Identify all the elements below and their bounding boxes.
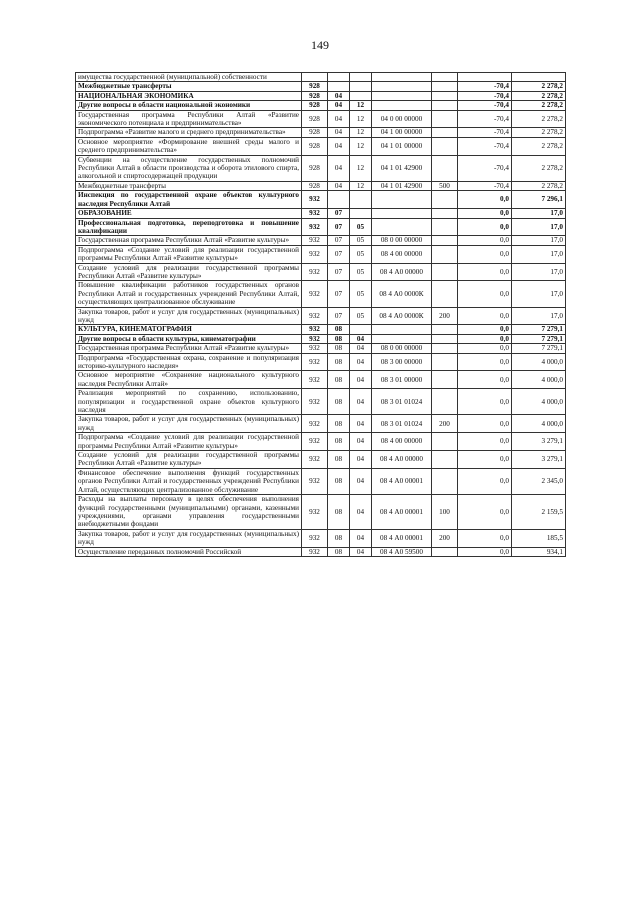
row-name-cell: НАЦИОНАЛЬНАЯ ЭКОНОМИКА — [76, 91, 302, 100]
table-row — [76, 281, 566, 307]
row-subsection-cell — [350, 209, 372, 218]
row-expense-type-cell — [432, 468, 458, 494]
row-expense-type-cell — [432, 101, 458, 110]
row-target-article-cell — [372, 191, 432, 209]
budget-table — [75, 72, 566, 557]
row-change-cell: 0,0 — [458, 415, 512, 433]
row-section-cell — [328, 73, 350, 82]
row-expense-type-cell — [432, 263, 458, 281]
row-ved-cell: 928 — [302, 101, 328, 110]
row-total-cell: 2 278,2 — [512, 110, 566, 128]
row-subsection-cell: 04 — [350, 451, 372, 469]
row-expense-type-cell — [432, 218, 458, 236]
row-expense-type-cell — [432, 191, 458, 209]
row-total-cell: 2 278,2 — [512, 137, 566, 155]
row-subsection-cell: 04 — [350, 389, 372, 415]
table-row — [76, 73, 566, 82]
row-target-article-cell: 04 1 01 00000 — [372, 137, 432, 155]
row-ved-cell: 932 — [302, 529, 328, 547]
row-section-cell: 08 — [328, 353, 350, 371]
table-row — [76, 334, 566, 343]
row-subsection-cell — [350, 191, 372, 209]
row-subsection-cell: 05 — [350, 281, 372, 307]
row-expense-type-cell — [432, 353, 458, 371]
table-row — [76, 307, 566, 325]
row-target-article-cell: 08 4 А0 0000К — [372, 281, 432, 307]
row-target-article-cell: 08 0 00 00000 — [372, 236, 432, 245]
row-name-cell: Осуществление переданных полномочий Российской — [76, 547, 302, 556]
row-section-cell: 08 — [328, 468, 350, 494]
row-ved-cell: 928 — [302, 128, 328, 137]
row-section-cell: 07 — [328, 263, 350, 281]
row-target-article-cell: 08 4 А0 00000 — [372, 263, 432, 281]
table-row — [76, 389, 566, 415]
row-target-article-cell — [372, 82, 432, 91]
row-ved-cell: 928 — [302, 181, 328, 190]
row-target-article-cell — [372, 218, 432, 236]
row-name-cell: имущества государственной (муниципальной) собственности — [76, 73, 302, 82]
row-subsection-cell: 04 — [350, 468, 372, 494]
row-change-cell: 0,0 — [458, 433, 512, 451]
table-row — [76, 91, 566, 100]
row-expense-type-cell — [432, 371, 458, 389]
row-total-cell: 185,5 — [512, 529, 566, 547]
row-name-cell: Основное мероприятие «Формирование внешней среды малого и среднего предпринимательства» — [76, 137, 302, 155]
row-target-article-cell — [372, 209, 432, 218]
row-section-cell: 04 — [328, 101, 350, 110]
row-name-cell: Финансовое обеспечение выполнения функций государственных органов Республики Алтай и государственных учреждений Республики Алтай, осуществляющих централизованное обслуживание — [76, 468, 302, 494]
row-ved-cell: 932 — [302, 325, 328, 334]
row-total-cell: 2 278,2 — [512, 155, 566, 181]
row-total-cell: 17,0 — [512, 245, 566, 263]
row-total-cell — [512, 73, 566, 82]
row-subsection-cell: 12 — [350, 128, 372, 137]
row-name-cell: Подпрограмма «Развитие малого и среднего предпринимательства» — [76, 128, 302, 137]
row-section-cell: 07 — [328, 209, 350, 218]
row-total-cell: 7 279,1 — [512, 344, 566, 353]
row-section-cell: 07 — [328, 307, 350, 325]
row-ved-cell: 932 — [302, 236, 328, 245]
row-target-article-cell — [372, 91, 432, 100]
table-row — [76, 325, 566, 334]
row-name-cell: Межбюджетные трансферты — [76, 181, 302, 190]
row-change-cell: -70,4 — [458, 91, 512, 100]
row-total-cell: 3 279,1 — [512, 433, 566, 451]
row-ved-cell: 932 — [302, 344, 328, 353]
row-ved-cell: 928 — [302, 137, 328, 155]
row-change-cell: 0,0 — [458, 191, 512, 209]
row-name-cell: Другие вопросы в области национальной экономики — [76, 101, 302, 110]
row-section-cell: 08 — [328, 344, 350, 353]
table-row — [76, 218, 566, 236]
row-ved-cell — [302, 73, 328, 82]
table-row — [76, 245, 566, 263]
row-expense-type-cell — [432, 128, 458, 137]
row-change-cell: 0,0 — [458, 209, 512, 218]
table-row — [76, 547, 566, 556]
row-target-article-cell: 08 4 00 00000 — [372, 433, 432, 451]
row-ved-cell: 932 — [302, 353, 328, 371]
row-target-article-cell: 08 4 А0 0000К — [372, 307, 432, 325]
row-target-article-cell: 08 4 А0 00001 — [372, 495, 432, 530]
row-section-cell: 04 — [328, 137, 350, 155]
row-change-cell: 0,0 — [458, 281, 512, 307]
row-section-cell: 04 — [328, 91, 350, 100]
row-name-cell: Повышение квалификации работников государственных органов Республики Алтай и государственных учреждений Республики Алтай, осуществляющих централизованное обслуживание — [76, 281, 302, 307]
row-change-cell: 0,0 — [458, 263, 512, 281]
row-subsection-cell: 12 — [350, 110, 372, 128]
row-total-cell: 7 296,1 — [512, 191, 566, 209]
row-change-cell: 0,0 — [458, 236, 512, 245]
row-total-cell: 17,0 — [512, 209, 566, 218]
row-change-cell: 0,0 — [458, 353, 512, 371]
row-name-cell: Реализация мероприятий по сохранению, использованию, популяризации и государственной охране объектов культурного наследия — [76, 389, 302, 415]
row-ved-cell: 932 — [302, 281, 328, 307]
row-change-cell: 0,0 — [458, 495, 512, 530]
row-expense-type-cell: 200 — [432, 415, 458, 433]
row-change-cell: -70,4 — [458, 82, 512, 91]
row-expense-type-cell: 200 — [432, 529, 458, 547]
row-subsection-cell: 05 — [350, 245, 372, 263]
row-expense-type-cell: 500 — [432, 181, 458, 190]
table-row — [76, 495, 566, 530]
row-ved-cell: 932 — [302, 495, 328, 530]
row-target-article-cell — [372, 101, 432, 110]
table-row — [76, 236, 566, 245]
page-number: 149 — [311, 38, 329, 52]
row-ved-cell: 932 — [302, 547, 328, 556]
row-expense-type-cell: 200 — [432, 307, 458, 325]
row-total-cell: 4 000,0 — [512, 371, 566, 389]
row-ved-cell: 928 — [302, 155, 328, 181]
row-section-cell: 07 — [328, 281, 350, 307]
table-row — [76, 451, 566, 469]
row-name-cell: Межбюджетные трансферты — [76, 82, 302, 91]
row-expense-type-cell — [432, 281, 458, 307]
row-subsection-cell: 12 — [350, 181, 372, 190]
row-change-cell: -70,4 — [458, 155, 512, 181]
row-section-cell: 08 — [328, 325, 350, 334]
row-subsection-cell: 05 — [350, 218, 372, 236]
row-total-cell: 17,0 — [512, 236, 566, 245]
row-section-cell: 08 — [328, 371, 350, 389]
table-row — [76, 191, 566, 209]
row-ved-cell: 932 — [302, 433, 328, 451]
table-row — [76, 415, 566, 433]
row-total-cell: 4 000,0 — [512, 389, 566, 415]
row-subsection-cell — [350, 82, 372, 91]
row-name-cell: Закупка товаров, работ и услуг для государственных (муниципальных) нужд — [76, 307, 302, 325]
row-change-cell: 0,0 — [458, 307, 512, 325]
row-name-cell: Другие вопросы в области культуры, кинематографии — [76, 334, 302, 343]
row-ved-cell: 928 — [302, 82, 328, 91]
row-ved-cell: 932 — [302, 468, 328, 494]
table-row — [76, 353, 566, 371]
row-total-cell: 2 278,2 — [512, 82, 566, 91]
row-section-cell: 08 — [328, 433, 350, 451]
row-name-cell: Закупка товаров, работ и услуг для государственных (муниципальных) нужд — [76, 529, 302, 547]
row-change-cell: 0,0 — [458, 529, 512, 547]
row-change-cell: 0,0 — [458, 218, 512, 236]
row-subsection-cell — [350, 325, 372, 334]
row-total-cell: 3 279,1 — [512, 451, 566, 469]
row-target-article-cell: 08 3 01 00000 — [372, 371, 432, 389]
row-ved-cell: 928 — [302, 91, 328, 100]
row-subsection-cell: 05 — [350, 263, 372, 281]
row-expense-type-cell — [432, 344, 458, 353]
row-section-cell: 08 — [328, 415, 350, 433]
row-subsection-cell: 05 — [350, 236, 372, 245]
row-section-cell: 07 — [328, 218, 350, 236]
row-subsection-cell: 04 — [350, 547, 372, 556]
table-row — [76, 101, 566, 110]
row-subsection-cell: 04 — [350, 415, 372, 433]
row-change-cell: 0,0 — [458, 468, 512, 494]
table-row — [76, 371, 566, 389]
row-name-cell: Закупка товаров, работ и услуг для государственных (муниципальных) нужд — [76, 415, 302, 433]
row-change-cell — [458, 73, 512, 82]
row-section-cell: 04 — [328, 155, 350, 181]
table-row — [76, 468, 566, 494]
row-subsection-cell: 04 — [350, 334, 372, 343]
row-total-cell: 17,0 — [512, 263, 566, 281]
row-name-cell: Подпрограмма «Создание условий для реализации государственной программы Республики Алтай «Развитие культуры» — [76, 245, 302, 263]
row-change-cell: 0,0 — [458, 389, 512, 415]
row-section-cell: 07 — [328, 245, 350, 263]
row-name-cell: Инспекция по государственной охране объектов культурного наследия Республики Алтай — [76, 191, 302, 209]
row-subsection-cell: 05 — [350, 307, 372, 325]
row-name-cell: Подпрограмма «Государственная охрана, сохранение и популяризация историко-культурного наследия» — [76, 353, 302, 371]
row-change-cell: -70,4 — [458, 101, 512, 110]
row-target-article-cell: 08 4 А0 00001 — [372, 468, 432, 494]
row-ved-cell: 932 — [302, 307, 328, 325]
row-expense-type-cell — [432, 91, 458, 100]
row-change-cell: -70,4 — [458, 137, 512, 155]
budget-table-body — [76, 73, 566, 557]
row-total-cell: 17,0 — [512, 281, 566, 307]
table-row — [76, 181, 566, 190]
row-total-cell: 2 159,5 — [512, 495, 566, 530]
row-ved-cell: 932 — [302, 389, 328, 415]
table-row — [76, 529, 566, 547]
row-target-article-cell: 04 1 01 42900 — [372, 155, 432, 181]
row-change-cell: 0,0 — [458, 451, 512, 469]
row-change-cell: 0,0 — [458, 371, 512, 389]
row-subsection-cell: 04 — [350, 344, 372, 353]
row-ved-cell: 932 — [302, 334, 328, 343]
row-change-cell: 0,0 — [458, 245, 512, 263]
row-target-article-cell: 04 1 01 42900 — [372, 181, 432, 190]
row-subsection-cell: 04 — [350, 495, 372, 530]
table-row — [76, 128, 566, 137]
row-target-article-cell: 08 4 А0 00000 — [372, 451, 432, 469]
row-subsection-cell: 04 — [350, 353, 372, 371]
row-ved-cell: 932 — [302, 191, 328, 209]
row-ved-cell: 928 — [302, 110, 328, 128]
row-expense-type-cell — [432, 110, 458, 128]
row-change-cell: -70,4 — [458, 110, 512, 128]
row-ved-cell: 932 — [302, 245, 328, 263]
row-ved-cell: 932 — [302, 415, 328, 433]
row-subsection-cell: 04 — [350, 529, 372, 547]
row-subsection-cell: 04 — [350, 433, 372, 451]
row-target-article-cell — [372, 334, 432, 343]
row-total-cell: 2 345,0 — [512, 468, 566, 494]
row-name-cell: Расходы на выплаты персоналу в целях обеспечения выполнения функций государственными (муниципальными) органами, казенными учреждениями, органами управления государственными внебюджетными фондами — [76, 495, 302, 530]
row-change-cell: 0,0 — [458, 325, 512, 334]
row-section-cell — [328, 191, 350, 209]
row-change-cell: 0,0 — [458, 334, 512, 343]
row-name-cell: Субвенции на осуществление государственных полномочий Республики Алтай в области производства и оборота этилового спирта, алкогольной и спиртосодержащей продукции — [76, 155, 302, 181]
row-total-cell: 17,0 — [512, 307, 566, 325]
row-ved-cell: 932 — [302, 451, 328, 469]
row-ved-cell: 932 — [302, 218, 328, 236]
row-total-cell: 2 278,2 — [512, 101, 566, 110]
row-name-cell: Создание условий для реализации государственной программы Республики Алтай «Развитие культуры» — [76, 263, 302, 281]
row-expense-type-cell — [432, 236, 458, 245]
row-expense-type-cell — [432, 451, 458, 469]
row-target-article-cell — [372, 325, 432, 334]
row-expense-type-cell — [432, 73, 458, 82]
row-target-article-cell: 08 4 00 00000 — [372, 245, 432, 263]
row-subsection-cell: 04 — [350, 371, 372, 389]
row-change-cell: 0,0 — [458, 344, 512, 353]
row-section-cell: 04 — [328, 181, 350, 190]
row-target-article-cell: 08 3 01 01024 — [372, 389, 432, 415]
row-section-cell: 08 — [328, 495, 350, 530]
row-total-cell: 7 279,1 — [512, 325, 566, 334]
row-target-article-cell: 08 4 А0 00001 — [372, 529, 432, 547]
table-row — [76, 433, 566, 451]
table-row — [76, 263, 566, 281]
table-row — [76, 209, 566, 218]
row-section-cell: 08 — [328, 451, 350, 469]
row-change-cell: -70,4 — [458, 128, 512, 137]
row-section-cell — [328, 82, 350, 91]
row-expense-type-cell: 100 — [432, 495, 458, 530]
table-row — [76, 110, 566, 128]
row-name-cell: Создание условий для реализации государственной программы Республики Алтай «Развитие культуры» — [76, 451, 302, 469]
row-section-cell: 07 — [328, 236, 350, 245]
row-total-cell: 17,0 — [512, 218, 566, 236]
row-subsection-cell: 12 — [350, 155, 372, 181]
row-total-cell: 934,1 — [512, 547, 566, 556]
row-expense-type-cell — [432, 209, 458, 218]
row-subsection-cell — [350, 73, 372, 82]
row-target-article-cell — [372, 73, 432, 82]
row-name-cell: Профессиональная подготовка, переподготовка и повышение квалификации — [76, 218, 302, 236]
row-target-article-cell: 08 0 00 00000 — [372, 344, 432, 353]
row-change-cell: 0,0 — [458, 547, 512, 556]
row-total-cell: 2 278,2 — [512, 128, 566, 137]
row-section-cell: 08 — [328, 547, 350, 556]
row-expense-type-cell — [432, 547, 458, 556]
row-section-cell: 08 — [328, 529, 350, 547]
row-total-cell: 4 000,0 — [512, 415, 566, 433]
row-target-article-cell: 04 0 00 00000 — [372, 110, 432, 128]
row-expense-type-cell — [432, 334, 458, 343]
row-expense-type-cell — [432, 155, 458, 181]
row-expense-type-cell — [432, 325, 458, 334]
row-expense-type-cell — [432, 245, 458, 263]
row-expense-type-cell — [432, 433, 458, 451]
row-total-cell: 7 279,1 — [512, 334, 566, 343]
row-section-cell: 08 — [328, 389, 350, 415]
row-ved-cell: 932 — [302, 209, 328, 218]
row-section-cell: 04 — [328, 110, 350, 128]
row-name-cell: Государственная программа Республики Алтай «Развитие культуры» — [76, 344, 302, 353]
row-ved-cell: 932 — [302, 371, 328, 389]
row-total-cell: 4 000,0 — [512, 353, 566, 371]
row-target-article-cell: 04 1 00 00000 — [372, 128, 432, 137]
row-expense-type-cell — [432, 389, 458, 415]
row-total-cell: 2 278,2 — [512, 91, 566, 100]
table-row — [76, 137, 566, 155]
row-name-cell: Государственная программа Республики Алтай «Развитие экономического потенциала и предпринимательства» — [76, 110, 302, 128]
row-target-article-cell: 08 3 00 00000 — [372, 353, 432, 371]
row-name-cell: Основное мероприятие «Сохранение национального культурного наследия Республики Алтай» — [76, 371, 302, 389]
row-name-cell: Государственная программа Республики Алтай «Развитие культуры» — [76, 236, 302, 245]
row-change-cell: -70,4 — [458, 181, 512, 190]
row-section-cell: 08 — [328, 334, 350, 343]
row-subsection-cell: 12 — [350, 137, 372, 155]
row-expense-type-cell — [432, 82, 458, 91]
row-expense-type-cell — [432, 137, 458, 155]
table-row — [76, 344, 566, 353]
row-name-cell: ОБРАЗОВАНИЕ — [76, 209, 302, 218]
row-total-cell: 2 278,2 — [512, 181, 566, 190]
row-name-cell: КУЛЬТУРА, КИНЕМАТОГРАФИЯ — [76, 325, 302, 334]
table-row — [76, 82, 566, 91]
row-name-cell: Подпрограмма «Создание условий для реализации государственной программы Республики Алтай «Развитие культуры» — [76, 433, 302, 451]
table-row — [76, 155, 566, 181]
row-subsection-cell — [350, 91, 372, 100]
row-section-cell: 04 — [328, 128, 350, 137]
row-subsection-cell: 12 — [350, 101, 372, 110]
row-ved-cell: 932 — [302, 263, 328, 281]
row-target-article-cell: 08 3 01 01024 — [372, 415, 432, 433]
row-target-article-cell: 08 4 А0 59500 — [372, 547, 432, 556]
